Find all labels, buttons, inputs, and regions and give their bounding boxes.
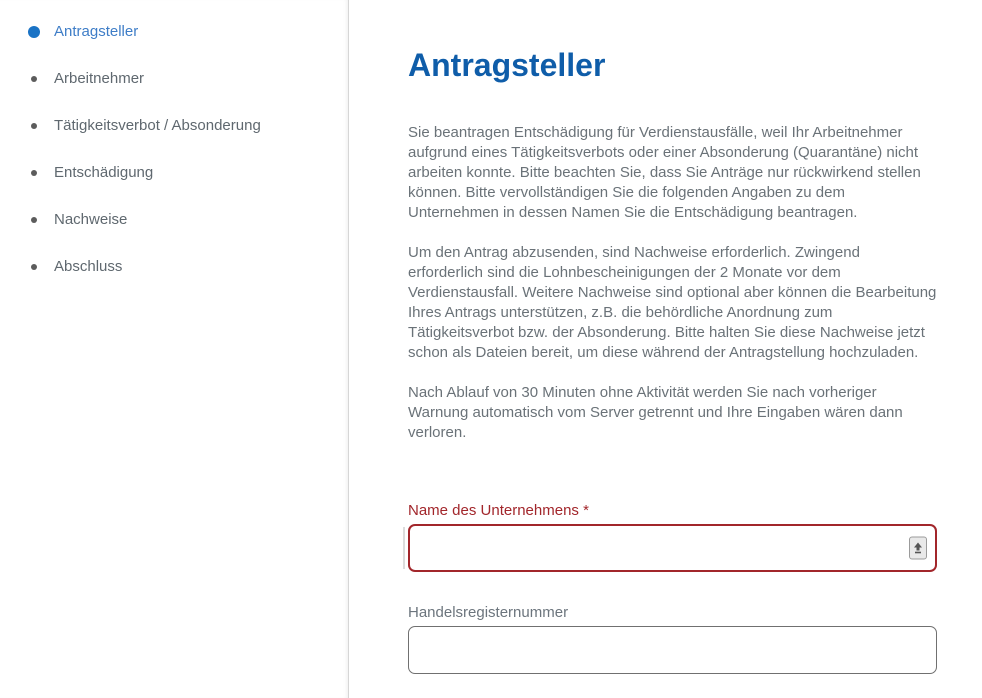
step-indicator-icon [28, 261, 40, 273]
company-name-label: Name des Unternehmens * [408, 502, 589, 520]
field-company-name [408, 501, 937, 572]
intro-paragraph-2: Um den Antrag abzusenden, sind Nachweise erforderlich. Zwingend erforderlich sind die Lohnbescheinigungen der 2 Monate vor dem Verdienstausfall. Weitere Nachweise sind optional aber können die Bearbeitung Ihres Antrags unterstützen, z.B. die behördliche Anordnung zum Tätigkeitsverbot bzw. der Absonderung. Bitte halten Sie diese Nachweise jetzt schon als Dateien bereit, um diese während der Antragstellung hochzuladen. [408, 244, 937, 362]
sidebar-item-abschluss[interactable] [0, 243, 348, 290]
company-name-input[interactable] [408, 524, 937, 572]
step-indicator-icon [28, 214, 40, 226]
sidebar-item-label: Abschluss [54, 258, 123, 275]
wizard-step-list [0, 0, 348, 290]
sidebar-item-label: Arbeitnehmer [54, 70, 145, 87]
main-content [350, 0, 982, 698]
trade-register-input[interactable] [408, 626, 937, 674]
wizard-sidebar [0, 0, 349, 698]
sidebar-item-label: Antragsteller [54, 23, 139, 40]
sidebar-item-nachweise[interactable] [0, 196, 348, 243]
intro-paragraph-3: Nach Ablauf von 30 Minuten ohne Aktivität werden Sie nach vorheriger Warnung automatisch vom Server getrennt und Ihre Eingaben wären dann verloren. [408, 384, 903, 442]
page-title: Antragsteller [408, 47, 606, 83]
sidebar-item-label: Nachweise [54, 211, 128, 228]
sidebar-item-arbeitnehmer[interactable] [0, 55, 348, 102]
sidebar-item-entschaedigung[interactable] [0, 149, 348, 196]
step-indicator-icon [28, 26, 40, 38]
step-indicator-icon [28, 73, 40, 85]
step-indicator-icon [28, 167, 40, 179]
intro-text [408, 123, 937, 443]
sidebar-item-antragsteller[interactable] [0, 8, 348, 55]
sidebar-item-label: Entschädigung [54, 164, 154, 181]
field-trade-register-number [408, 603, 937, 674]
intro-paragraph-1: Sie beantragen Entschädigung für Verdienstausfälle, weil Ihr Arbeitnehmer aufgrund eines Tätigkeitsverbots oder einer Absonderung (Quarantäne) nicht arbeiten konnte. Bitte beachten Sie, dass Sie Anträge nur rückwirkend stellen können. Bitte vervollständigen Sie die folgenden Angaben zu dem Unternehmen in dessen Namen Sie die Entschädigung beantragen. [408, 124, 921, 222]
sidebar-item-label: Tätigkeitsverbot / Absonderung [54, 117, 261, 134]
company-form [408, 501, 937, 674]
trade-register-label: Handelsregisternummer [408, 604, 569, 622]
autofill-icon[interactable] [909, 537, 927, 560]
sidebar-item-taetigkeitsverbot[interactable] [0, 102, 348, 149]
validation-mark [403, 527, 405, 569]
step-indicator-icon [28, 120, 40, 132]
